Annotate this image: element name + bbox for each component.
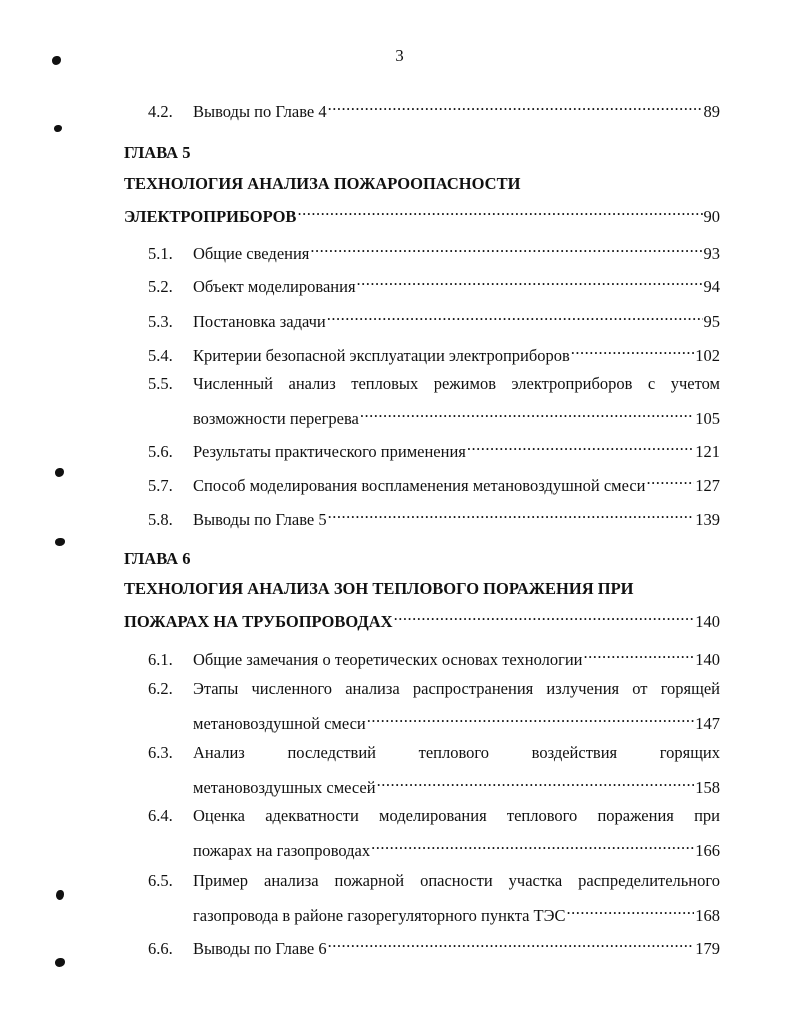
toc-entry-5-5: 5.5. Численный анализ тепловых режимов электроприборов с учетом	[148, 374, 720, 393]
scan-mark	[56, 890, 64, 900]
toc-entry-6-2: 6.2. Этапы численного анализа распространения излучения от горящей	[148, 679, 720, 698]
toc-entry-5-6: 5.6. Результаты практического применения ..... 121	[148, 437, 720, 462]
toc-entry-6-2-line2: метановоздушной смеси ..... 147	[148, 709, 720, 734]
scan-mark	[54, 125, 62, 132]
leader-dots	[646, 471, 694, 491]
chapter-5-title: ТЕХНОЛОГИЯ АНАЛИЗА ПОЖАРООПАСНОСТИ	[124, 174, 521, 193]
toc-entry-5-5-line2: возможности перегрева ..... 105	[148, 404, 720, 429]
leader-dots	[297, 202, 702, 222]
leader-dots	[328, 97, 703, 117]
toc-entry-6-5-line2: газопровода в районе газорегуляторного пункта ТЭС ..... 168	[148, 901, 720, 926]
leader-dots	[360, 404, 694, 424]
toc-entry-4-2: 4.2. Выводы по Главе 4 ..... 89	[148, 97, 720, 122]
scan-mark	[55, 468, 64, 477]
scan-mark	[55, 958, 65, 967]
leader-dots	[310, 239, 702, 259]
leader-dots	[584, 645, 695, 665]
chapter-6-label: ГЛАВА 6	[124, 549, 191, 568]
leader-dots	[328, 934, 695, 954]
leader-dots	[394, 607, 695, 627]
chapter-6-title: ТЕХНОЛОГИЯ АНАЛИЗА ЗОН ТЕПЛОВОГО ПОРАЖЕНИЯ ПРИ	[124, 579, 634, 598]
toc-entry-6-1: 6.1. Общие замечания о теоретических основах технологии ..... 140	[148, 645, 720, 670]
leader-dots	[327, 307, 703, 327]
toc-entry-6-3-line2: метановоздушных смесей ..... 158	[148, 773, 720, 798]
toc-entry-5-8: 5.8. Выводы по Главе 5 ..... 139	[148, 505, 720, 530]
toc-entry-6-4: 6.4. Оценка адекватности моделирования теплового поражения при	[148, 806, 720, 825]
leader-dots	[371, 836, 694, 856]
leader-dots	[567, 901, 695, 921]
leader-dots	[367, 709, 694, 729]
leader-dots	[571, 341, 694, 361]
toc-entry-6-6: 6.6. Выводы по Главе 6 ..... 179	[148, 934, 720, 959]
toc-entry-5-3: 5.3. Постановка задачи ..... 95	[148, 307, 720, 332]
leader-dots	[467, 437, 694, 457]
chapter-5-title-line2: ЭЛЕКТРОПРИБОРОВ ..... 90	[124, 202, 720, 227]
toc-entry-5-1: 5.1. Общие сведения ..... 93	[148, 239, 720, 264]
leader-dots	[377, 773, 695, 793]
toc-entry-5-7: 5.7. Способ моделирования воспламенения метановоздушной смеси ..... 127	[148, 471, 720, 496]
chapter-5-label: ГЛАВА 5	[124, 143, 191, 162]
toc-entry-6-4-line2: пожарах на газопроводах ..... 166	[148, 836, 720, 861]
scan-mark	[55, 538, 65, 546]
toc-entry-6-3: 6.3. Анализ последствий теплового воздействия горящих	[148, 743, 720, 762]
leader-dots	[328, 505, 695, 525]
toc-entry-5-4: 5.4. Критерии безопасной эксплуатации электроприборов ..... 102	[148, 341, 720, 366]
toc-entry-6-5: 6.5. Пример анализа пожарной опасности участка распределительного	[148, 871, 720, 890]
toc-entry-5-2: 5.2. Объект моделирования ..... 94	[148, 272, 720, 297]
chapter-6-title-line2: ПОЖАРАХ НА ТРУБОПРОВОДАХ ..... 140	[124, 607, 720, 632]
page-number: 3	[395, 46, 404, 65]
leader-dots	[357, 272, 703, 292]
